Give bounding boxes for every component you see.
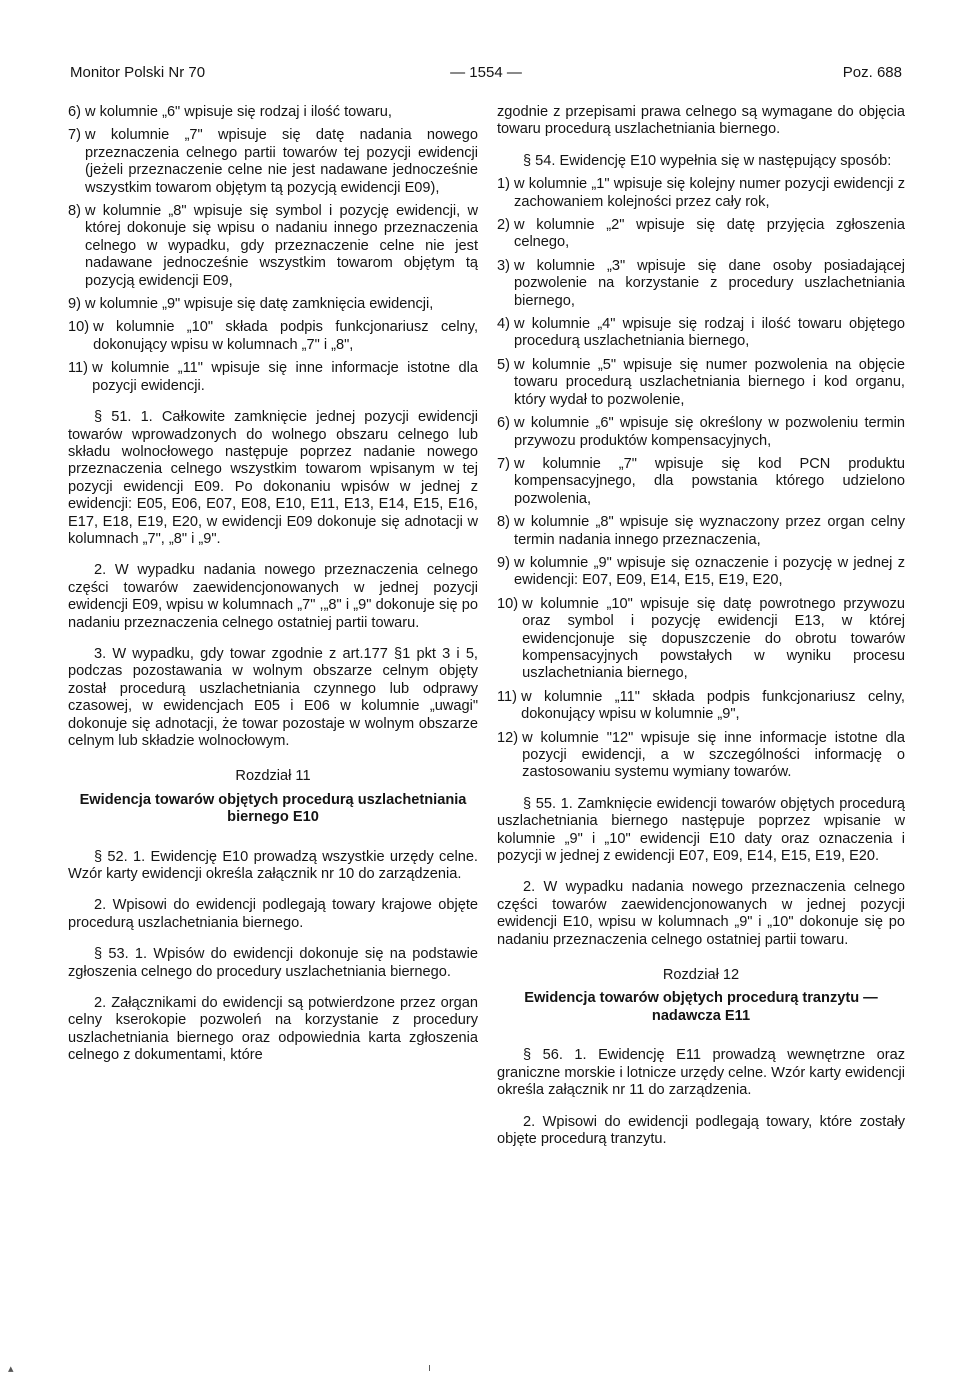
list-item: 3) w kolumnie „3" wpisuje się dane osoby posiadającej pozwolenie na korzystanie z procedury uszlachetniania biernego, — [497, 257, 905, 309]
list-item: 2) w kolumnie „2" wpisuje się datę przyjęcia zgłoszenia celnego, — [497, 217, 905, 251]
chapter-heading: Rozdział 12 — [662, 967, 740, 984]
paragraph-55-2: 2. W wypadku nadania nowego przeznaczenia celnego części towarów zaewidencjonowanych w jednej pozycji ewidencji E10, wpisu w kolumnach „9" i „10" dokonuje się po nadaniu przeznaczenia celnego ostatniej partii towaru. — [497, 879, 905, 948]
chapter-heading: Rozdział 11 — [235, 768, 311, 785]
paragraph-52-1: § 52. 1. Ewidencję E10 prowadzą wszystkie urzędy celne. Wzór karty ewidencji określa załącznik nr 10 do zarządzenia. — [68, 848, 478, 883]
list-item: 12) w kolumnie "12" wpisuje się inne informacje istotne dla pozycji ewidencji, a w szczególności informację o zastosowaniu systemu wymiany towarów. — [497, 729, 905, 781]
position-number: Poz. 688 — [842, 64, 902, 81]
list-item: 1) w kolumnie „1" wpisuje się kolejny numer pozycji ewidencji z zachowaniem kolejności przez cały rok, — [497, 176, 905, 210]
list-item: 11) w kolumnie „11" wpisuje się inne informacje istotne dla pozycji ewidencji. — [68, 360, 478, 394]
paragraph-53-1: § 53. 1. Wpisów do ewidencji dokonuje się na podstawie zgłoszenia celnego do procedury uszlachetniania biernego. — [68, 946, 478, 980]
chapter-title: Ewidencja towarów objętych procedurą tranzytu — nadawcza E11 — [524, 990, 878, 1024]
scan-mark: ı — [428, 1362, 432, 1374]
paragraph-52-2: 2. Wpisowi do ewidencji podlegają towary krajowe objęte procedurą uszlachetniania biernego. — [68, 897, 478, 931]
list-item: 11) w kolumnie „11" składa podpis funkcjonariusz celny, dokonujący wpisu w kolumnie „9", — [497, 688, 905, 723]
list-item: 10) w kolumnie „10" składa podpis funkcjonariusz celny, dokonujący wpisu w kolumnach „7" i „8", — [68, 319, 478, 353]
list-item: 10) w kolumnie „10" wpisuje się datę powrotnego przywozu oraz symbol i pozycję ewidencji E13, w której ewidencjonuje się dopuszczenie do obrotu towarów kompensacyjnych powstałych w wyniku procesu uszlachetniania biernego, — [497, 595, 905, 682]
list-item: 7) w kolumnie „7" wpisuje się datę nadania nowego przeznaczenia celnego partii towarów tej pozycji ewidencji (jeżeli przeznaczenie celne nie jest nadawane jednocześnie wszystkim towarom objętym tą pozycją ewidencji E09), — [68, 127, 478, 196]
paragraph-51-1: § 51. 1. Całkowite zamknięcie jednej pozycji ewidencji towarów wprowadzonych do wolnego obszaru celnego lub składu wolnocłowego następuje poprzez nadanie nowego przeznaczenia celnego wszystkim towarom wpisanym w tej pozycji ewidencji E09. Po dokonaniu wpisów w jednej z ewidencji: E05, E06, E07, E08, E10, E11, E13, E14, E15, E16, E17, E18, E19, E20, w ewidencji E09 dokonuje się adnotacji w kolumnach „7", „8" i „9". — [68, 409, 478, 547]
left-column — [68, 104, 478, 1071]
list-item: 8) w kolumnie „8" wpisuje się wyznaczony przez organ celny termin nadania innego przeznaczenia, — [497, 514, 905, 548]
paragraph-54: § 54. Ewidencję E10 wypełnia się w następujący sposób: — [523, 152, 892, 169]
scan-mark: ▴ — [8, 1363, 14, 1375]
chapter-title: Ewidencja towarów objętych procedurą uszlachetniania biernego E10 — [79, 791, 467, 826]
paragraph-53-2: 2. Załącznikami do ewidencji są potwierdzone przez organ celny kserokopie pozwoleń na korzystanie z procedury uszlachetniania biernego oraz odpowiednia karta zgłoszenia celnego z dokumentami, które — [68, 995, 478, 1064]
list-item: 9) w kolumnie „9" wpisuje się oznaczenie i pozycję w jednej z ewidencji: E07, E09, E14, E15, E19, E20, — [497, 554, 905, 589]
paragraph-51-2: 2. W wypadku nadania nowego przeznaczenia celnego części towarów zaewidencjonowanych w jednej pozycji ewidencji E09, wpisu w kolumnach „7" ,„8" i „9" dokonuje się po nadaniu przeznaczenia celnego ostatniej partii towaru. — [68, 562, 478, 631]
paragraph-51-3: 3. W wypadku, gdy towar zgodnie z art.177 §1 pkt 3 i 5, podczas pozostawania w wolnym obszarze celnym objęty został procedurą uszlachetniania czynnego lub odprawy czasowej, w ewidencjach E05 i E06 w kolumnie „uwagi" dokonuje się adnotacji, że towar pozostaje w wolnym obszarze celnym lub składzie wolnocłowym. — [68, 645, 478, 749]
list-item: 6) w kolumnie „6" wpisuje się określony w pozwoleniu termin przywozu produktów kompensacyjnych, — [497, 415, 905, 449]
page-header — [70, 64, 902, 86]
journal-name: Monitor Polski Nr 70 — [70, 64, 206, 81]
paragraph-56-2: 2. Wpisowi do ewidencji podlegają towary, które zostały objęte procedurą tranzytu. — [497, 1113, 905, 1147]
page-number: — 1554 — — [450, 64, 522, 81]
continued-paragraph: zgodnie z przepisami prawa celnego są wymagane do objęcia towaru procedurą uszlachetniania biernego. — [497, 104, 905, 138]
list-item: 5) w kolumnie „5" wpisuje się numer pozwolenia na objęcie towaru procedurą uszlachetniania biernego i kod organu, który wydał to pozwolenie, — [497, 356, 905, 408]
paragraph-55-1: § 55. 1. Zamknięcie ewidencji towarów objętych procedurą uszlachetniania biernego następuje poprzez wpisanie w kolumnie „9" i „10" ewidencji E10 daty oraz oznaczenia i pozycji w jednej z ewidencji E07, E09, E14, E15, E19, E20. — [497, 795, 905, 865]
right-column — [497, 104, 905, 1154]
list-item: 6) w kolumnie „6" wpisuje się rodzaj i ilość towaru, — [68, 104, 392, 120]
list-item: 9) w kolumnie „9" wpisuje się datę zamknięcia ewidencji, — [68, 296, 434, 313]
list-item: 4) w kolumnie „4" wpisuje się rodzaj i ilość towaru objętego procedurą uszlachetniania biernego, — [497, 316, 905, 350]
paragraph-56-1: § 56. 1. Ewidencję E11 prowadzą wewnętrzne oraz graniczne morskie i lotnicze urzędy celne. Wzór karty ewidencji określa załącznik nr 11 do zarządzenia. — [497, 1047, 905, 1099]
list-item: 7) w kolumnie „7" wpisuje się kod PCN produktu kompensacyjnego, dla powstania którego udzielono pozwolenia, — [497, 455, 905, 507]
list-item: 8) w kolumnie „8" wpisuje się symbol i pozycję ewidencji, w której dokonuje się wpisu o nadaniu innego przeznaczenia celnego w wypadku, gdy przeznaczenie celne nie jest nadawane jednocześnie wszystkim towarom objętym tą pozycją ewidencji E09, — [68, 203, 478, 289]
